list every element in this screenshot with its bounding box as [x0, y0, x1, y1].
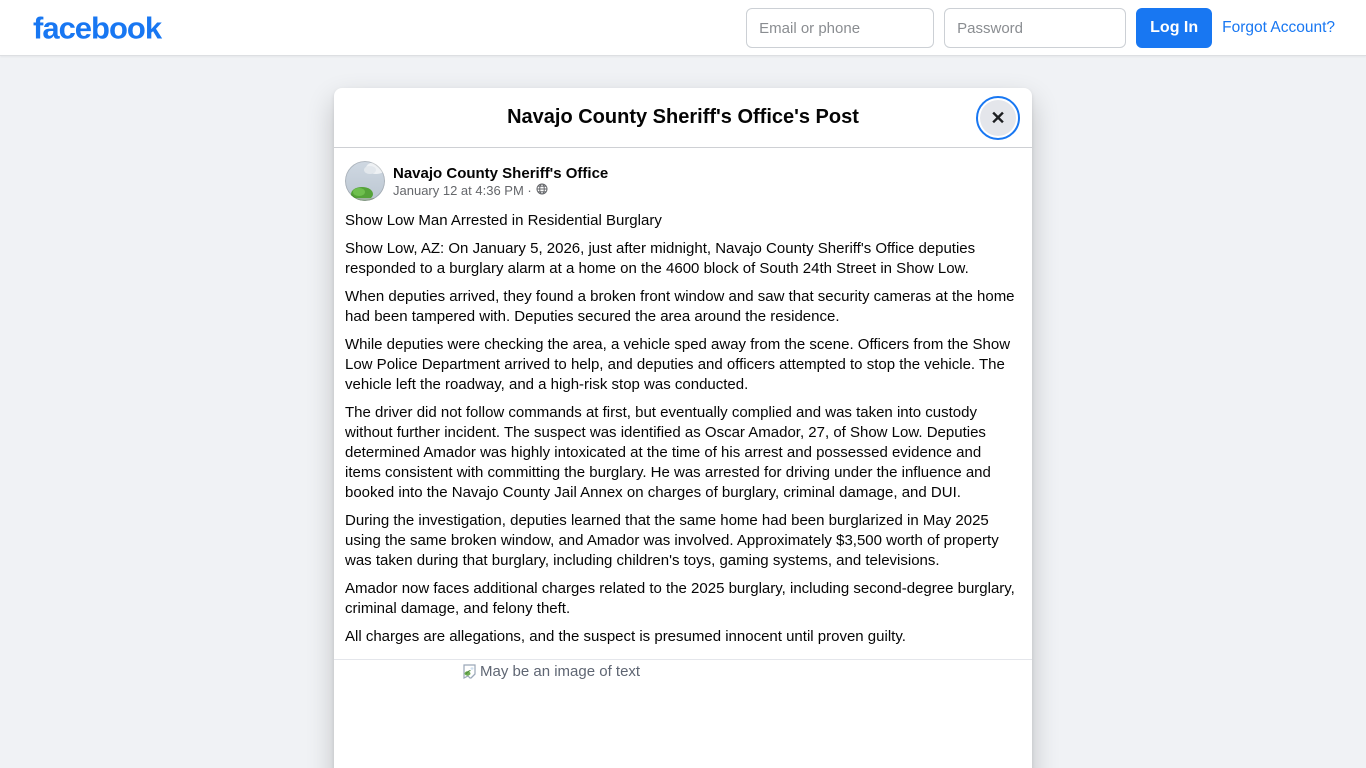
- login-controls: [746, 8, 1335, 48]
- email-input[interactable]: [746, 8, 934, 48]
- post-body-text: [345, 211, 1019, 647]
- post-modal-title: Navajo County Sheriff's Office's Post: [507, 106, 859, 128]
- close-button[interactable]: [980, 100, 1016, 136]
- author-name[interactable]: Navajo County Sheriff's Office: [393, 164, 609, 182]
- post-modal: [334, 88, 1032, 768]
- forgot-account-link[interactable]: Forgot Account?: [1222, 19, 1335, 36]
- post-image[interactable]: [462, 663, 1032, 685]
- broken-image-icon: [462, 664, 478, 685]
- post-content: [334, 148, 1032, 659]
- post-paragraph: During the investigation, deputies learned that the same home had been burglarized in May 2025 using the same broken window, and Amador was involved. Approximately $3,500 worth of property was taken during that burglary, including children's toys, gaming systems, and televisions.: [345, 512, 999, 569]
- close-icon: ✕: [990, 108, 1006, 128]
- post-timestamp: [393, 183, 608, 199]
- password-input[interactable]: [944, 8, 1126, 48]
- post-paragraph: When deputies arrived, they found a broken front window and saw that security cameras at the home had been tampered with. Deputies secured the area around the residence.: [345, 288, 1015, 325]
- post-modal-header: [334, 88, 1032, 148]
- avatar-landscape-image: [345, 161, 385, 201]
- topbar: [0, 0, 1366, 56]
- timestamp-text[interactable]: January 12 at 4:36 PM ·: [393, 182, 532, 198]
- post-paragraph: Show Low Man Arrested in Residential Burglary: [345, 212, 662, 229]
- avatar[interactable]: [345, 161, 385, 201]
- post-paragraph: The driver did not follow commands at first, but eventually complied and was taken into custody without further incident. The suspect was identified as Oscar Amador, 27, of Show Low. Deputies determined Amador was highly intoxicated at the time of his arrest and possessed evidence and items consistent with committing the burglary. He was arrested for driving under the influence and booked into the Navajo County Jail Annex on charges of burglary, criminal damage, and DUI.: [345, 404, 991, 501]
- author-block: [393, 161, 608, 201]
- post-photo-area: [334, 659, 1032, 768]
- post-header: [345, 161, 1019, 201]
- login-button[interactable]: Log In: [1136, 8, 1212, 48]
- facebook-logo[interactable]: facebook: [33, 10, 162, 45]
- post-paragraph: Amador now faces additional charges related to the 2025 burglary, including second-degree burglary, criminal damage, and felony theft.: [345, 580, 1015, 617]
- post-paragraph: All charges are allegations, and the suspect is presumed innocent until proven guilty.: [345, 628, 906, 645]
- post-paragraph: While deputies were checking the area, a vehicle sped away from the scene. Officers from the Show Low Police Department arrived to help, and deputies and officers attempted to stop the vehicle. The vehicle left the roadway, and a high-risk stop was conducted.: [345, 336, 1011, 393]
- post-paragraph: Show Low, AZ: On January 5, 2026, just after midnight, Navajo County Sheriff's Office deputies responded to a burglary alarm at a home on the 4600 block of South 24th Street in Show Low.: [345, 240, 976, 277]
- globe-icon: [536, 183, 548, 199]
- image-alt-text: May be an image of text: [480, 663, 641, 680]
